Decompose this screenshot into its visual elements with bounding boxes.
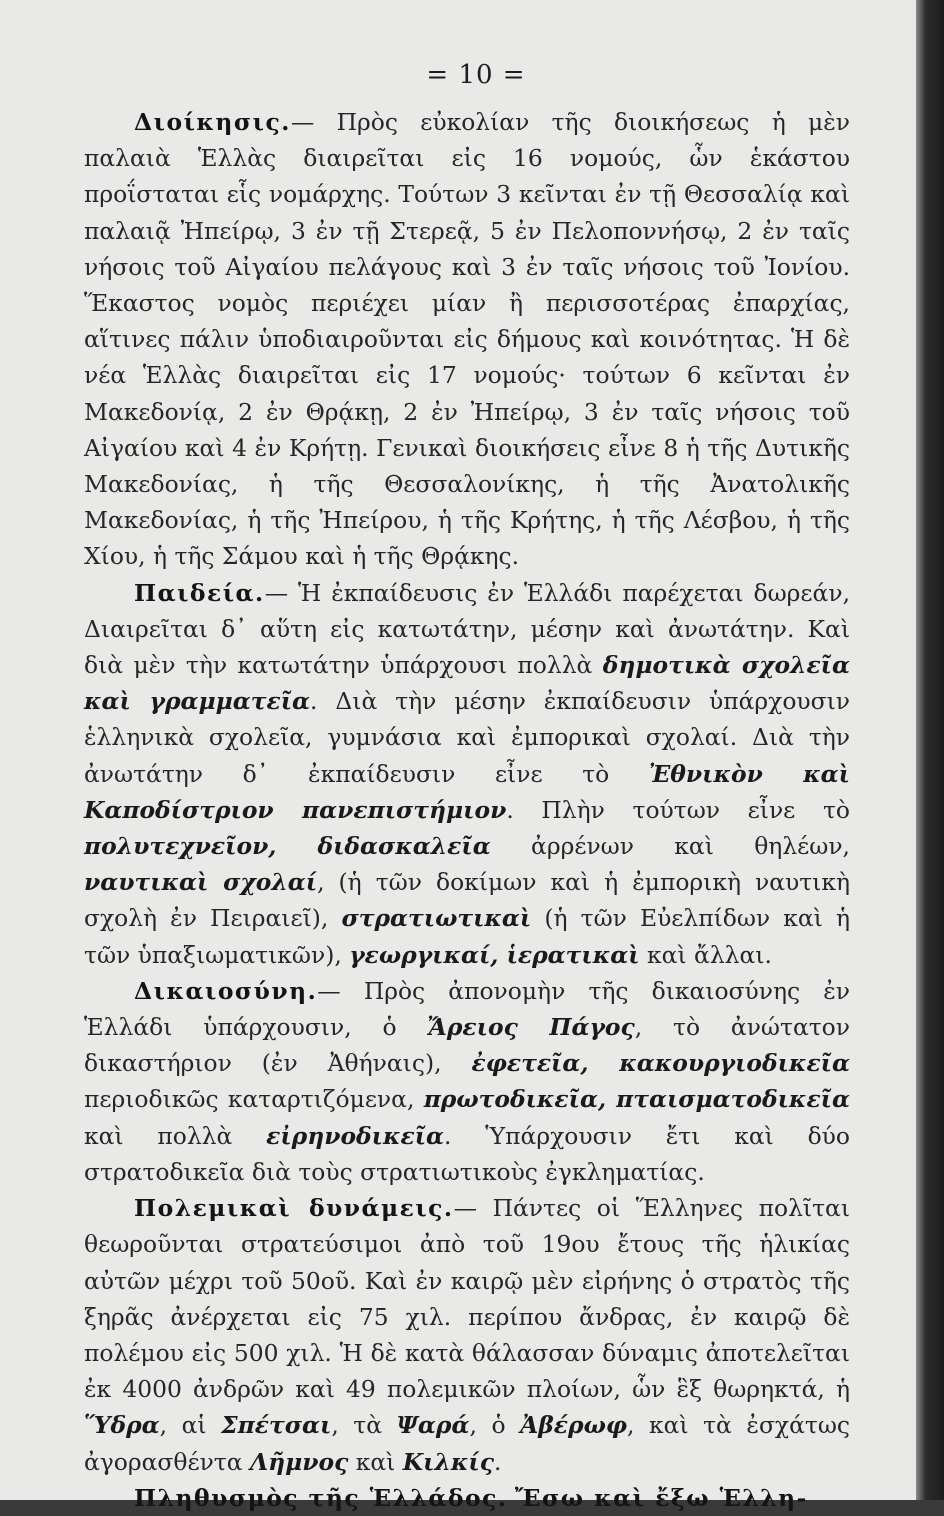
page-binding-edge <box>916 0 944 1500</box>
body-text: . Διὰ τὴν μέσην ἐκπαίδευσιν ὑπάρχουσιν ἑλληνικὰ σχολεῖα, γυμνάσια καὶ ἐμπορικαὶ σχολαί. Διὰ τὴν ἀνωτάτην δ᾽ ἐκπαίδευσιν εἶνε τὸ <box>84 687 850 788</box>
emphasized-text: πρωτοδικεῖα, πταισματοδικεῖα <box>423 1085 850 1114</box>
dash: — <box>453 1194 493 1223</box>
emphasized-text: Ἀβέρωφ <box>520 1411 628 1440</box>
body-text: Πάντες οἱ Ἕλληνες πολῖται θεωροῦνται στρατεύσιμοι ἀπὸ τοῦ 19ου ἔτους τῆς ἡλικίας αὐτῶν μέχρι τοῦ 50οῦ. Καὶ ἐν καιρῷ μὲν εἰρήνης ὁ στρατὸς τῆς ξηρᾶς ἀνέρχεται εἰς 75 χιλ. περίπου ἄνδρας, ἐν καιρῷ δὲ πολέμου εἰς 500 χιλ. Ἡ δὲ κατὰ θάλασσαν δύναμις ἀποτελεῖται ἐκ 4000 ἀνδρῶν καὶ 49 πολεμικῶν πλοίων, ὧν ἓξ θωρηκτά, ἡ <box>84 1194 850 1404</box>
page-number: = 10 = <box>426 60 526 90</box>
emphasized-text: Ἔσω καὶ ἔξω Ἑλλη- <box>514 1483 808 1512</box>
body-text: ἀρρένων καὶ θηλέων, <box>490 832 850 861</box>
body-text: , ὁ <box>469 1411 521 1440</box>
body-text: περιοδικῶς καταρτιζόμενα, <box>84 1085 424 1114</box>
body-text: . Πλὴν τούτων εἶνε τὸ <box>506 795 850 824</box>
emphasized-text: Ὕδρα <box>84 1411 160 1440</box>
body-text: Πρὸς εὐκολίαν τῆς διοικήσεως ἡ μὲν παλαιὰ Ἑλλὰς διαιρεῖται εἰς 16 νομούς, ὧν ἑκάστου προΐσταται εἷς νομάρχης. Τούτων 3 κεῖνται ἐν τῇ Θεσσαλίᾳ καὶ παλαιᾷ Ἠπείρῳ, 3 ἐν τῇ Στερεᾷ, 5 ἐν Πελοποννήσῳ, 2 ἐν ταῖς νήσοις τοῦ Αἰγαίου πελάγους καὶ 3 ἐν ταῖς νήσοις τοῦ Ἰονίου. Ἕκαστος νομὸς περιέχει μίαν ἢ περισσοτέρας ἐπαρχίας, αἵτινες πάλιν ὑποδιαιροῦνται εἰς δήμους καὶ κοινότητας. Ἡ δὲ νέα Ἑλλὰς διαιρεῖται εἰς 17 νομούς· τούτων 6 κεῖνται ἐν Μακεδονίᾳ, 2 ἐν Θρᾴκῃ, 2 ἐν Ἠπείρῳ, 3 ἐν ταῖς νήσοις τοῦ Αἰγαίου καὶ 4 ἐν Κρήτῃ. Γενικαὶ διοικήσεις εἶνε 8 ἡ τῆς Δυτικῆς Μακεδονίας, ἡ τῆς Θεσσαλονίκης, ἡ τῆς Ἀνατολικῆς Μακεδονίας, ἡ τῆς Ἠπείρου, ἡ τῆς Κρήτης, ἡ τῆς Λέσβου, ἡ τῆς Χίου, ἡ τῆς Σάμου καὶ ἡ τῆς Θρᾴκης. <box>84 108 851 571</box>
emphasized-text: πολυτεχνεῖον, διδασκαλεῖα <box>84 832 491 861</box>
emphasized-text: Σπέτσαι <box>221 1411 332 1440</box>
body-text: καὶ <box>348 1447 403 1476</box>
emphasized-text: ναυτικαὶ σχολαί <box>84 868 318 897</box>
section-education <box>84 575 850 973</box>
body-text: , αἱ <box>159 1411 222 1440</box>
emphasized-text: δημοτικὰ σχολεῖα καὶ γραμματεῖα <box>84 651 850 716</box>
emphasized-text: εἰρηνοδικεῖα <box>266 1121 445 1150</box>
body-text: καὶ ἄλλαι. <box>639 940 772 969</box>
section-heading: Πληθυσμὸς τῆς Ἑλλάδος. <box>134 1483 508 1512</box>
body-text: Πρὸς ἀπονομὴν τῆς δικαιοσύνης ἐν Ἑλλάδι ὑπάρχουσιν, ὁ <box>84 976 851 1042</box>
section-heading: Παιδεία. <box>134 578 265 607</box>
body-text: Ἡ ἐκπαίδευσις ἐν Ἑλλάδι παρέχεται δωρεάν, Διαιρεῖται δ᾽ αὕτη εἰς κατωτάτην, μέσην καὶ ἀνωτάτην. Καὶ διὰ μὲν τὴν κατωτάτην ὑπάρχουσι πολλὰ <box>84 578 850 680</box>
section-heading: Διοίκησις. <box>134 108 291 136</box>
dash <box>507 1484 514 1512</box>
emphasized-text: Ἐθνικὸν καὶ Καποδίστριον πανεπιστήμιον <box>84 759 850 824</box>
emphasized-text: ἐφετεῖα, κακουργιοδικεῖα <box>471 1049 850 1078</box>
section-heading: Δικαιοσύνη. <box>134 976 318 1005</box>
section-heading: Πολεμικαὶ δυνάμεις. <box>134 1194 454 1223</box>
body-text: , τὰ <box>331 1411 397 1440</box>
emphasized-text: Λῆμνος <box>249 1447 349 1476</box>
emphasized-text: στρατιωτικαὶ <box>341 904 532 933</box>
section-justice <box>84 973 850 1190</box>
section-administration <box>84 104 850 575</box>
body-text: . Ὑπάρχουσιν ἔτι καὶ δύο στρατοδικεῖα διὰ τοὺς στρατιωτικοὺς ἐγκληματίας. <box>84 1121 850 1186</box>
body-text: καὶ πολλὰ <box>84 1121 267 1150</box>
body-text: , καὶ τὰ ἐσχάτως ἀγορασθέντα <box>84 1411 850 1476</box>
dash: — <box>317 976 364 1005</box>
dash: — <box>290 108 337 136</box>
body-text: , τὸ ἀνώτατον δικαστήριον (ἐν Ἀθήναις), <box>84 1013 850 1078</box>
body-text: (ἡ τῶν Εὐελπίδων καὶ ἡ τῶν ὑπαξιωματικῶν), <box>84 904 850 969</box>
emphasized-text: γεωργικαί, ἱερατικαὶ <box>349 940 640 969</box>
emphasized-text: Κιλκίς <box>402 1447 494 1476</box>
section-population <box>84 1480 850 1516</box>
dash: — <box>264 578 299 607</box>
emphasized-text: Ἄρειος Πάγος <box>427 1013 635 1042</box>
body-text: , (ἡ τῶν δοκίμων καὶ ἡ ἐμπορικὴ ναυτικὴ σχολὴ ἐν Πειραιεῖ), <box>84 868 850 933</box>
body-text: . <box>493 1447 502 1476</box>
emphasized-text: Ψαρά <box>396 1411 470 1440</box>
section-military <box>84 1190 850 1480</box>
